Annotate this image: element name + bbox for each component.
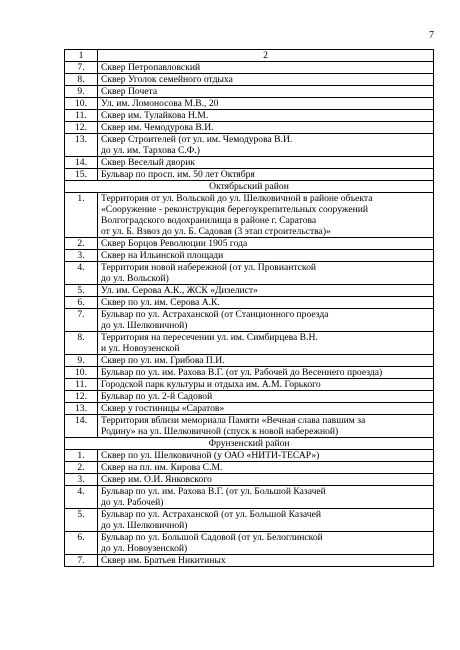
row-name: Сквер Борцов Революции 1905 года xyxy=(98,238,434,250)
row-number: 11. xyxy=(65,379,98,391)
row-number: 13. xyxy=(65,134,98,157)
row-number: 2. xyxy=(65,238,98,250)
row-number: 6. xyxy=(65,532,98,555)
table-row xyxy=(65,250,434,262)
row-number: 7. xyxy=(65,309,98,332)
row-name: Ул. им. Серова А.К., ЖСК «Дизелист» xyxy=(98,285,434,297)
table-row xyxy=(65,86,434,98)
table-row xyxy=(65,157,434,169)
row-name: Сквер Уголок семейного отдыха xyxy=(98,74,434,86)
row-name: Сквер по ул. им. Грибова П.И. xyxy=(98,355,434,367)
table-row xyxy=(65,532,434,555)
table-row xyxy=(65,238,434,250)
row-name: Бульвар по ул. Астраханской (от Станционного проезда до ул. Шелковичной) xyxy=(98,309,434,332)
row-number: 3. xyxy=(65,474,98,486)
row-name: Сквер по ул. им. Серова А.К. xyxy=(98,297,434,309)
row-number: 14. xyxy=(65,157,98,169)
row-number: 7. xyxy=(65,62,98,74)
table-row xyxy=(65,450,434,462)
row-number: 9. xyxy=(65,86,98,98)
row-name: Сквер на Ильинской площади xyxy=(98,250,434,262)
table-row xyxy=(65,262,434,285)
table-row xyxy=(65,285,434,297)
table-row xyxy=(65,74,434,86)
row-name: Ул. им. Ломоносова М.В., 20 xyxy=(98,98,434,110)
section-row xyxy=(65,181,434,193)
row-name: Территория от ул. Вольской до ул. Шелковичной в районе объекта «Сооружение - реконструкция берегоукрепительных сооружений Волгоградского водохранилища в районе г. Саратова от ул. Б. Взвоз до ул. Б. Садовая (3 этап строительства)» xyxy=(98,193,434,238)
row-number: 4. xyxy=(65,262,98,285)
row-name: Бульвар по ул. Астраханской (от ул. Большой Казачей до ул. Шелковичной) xyxy=(98,509,434,532)
table-row xyxy=(65,474,434,486)
row-name: Территория новой набережной (от ул. Провиантской до ул. Вольской) xyxy=(98,262,434,285)
row-name: Бульвар по ул. им. Рахова В.Г. (от ул. Рабочей до Весеннего проезда) xyxy=(98,367,434,379)
table-row xyxy=(65,332,434,355)
table-row xyxy=(65,509,434,532)
row-number: 10. xyxy=(65,98,98,110)
row-name: Сквер им. О.И. Янковского xyxy=(98,474,434,486)
row-name: Сквер на пл. им. Кирова С.М. xyxy=(98,462,434,474)
row-number: 11. xyxy=(65,110,98,122)
row-name: Сквер им. Братьев Никитиных xyxy=(98,555,434,567)
row-number: 14. xyxy=(65,415,98,438)
section-title: Октябрьский район xyxy=(65,181,434,193)
row-number: 15. xyxy=(65,169,98,181)
header-col-name: 2 xyxy=(98,50,434,62)
row-number: 3. xyxy=(65,250,98,262)
row-name: Сквер Строителей (от ул. им. Чемодурова В.И. до ул. им. Тархова С.Ф.) xyxy=(98,134,434,157)
row-name: Территория вблизи мемориала Памяти «Вечная слава павшим за Родину» на ул. Шелковичной (спуск к новой набережной) xyxy=(98,415,434,438)
row-name: Сквер Веселый дворик xyxy=(98,157,434,169)
row-name: Городской парк культуры и отдыха им. А.М. Горького xyxy=(98,379,434,391)
table-row xyxy=(65,309,434,332)
row-number: 6. xyxy=(65,297,98,309)
row-name: Территория на пересечении ул. им. Симбирцева В.Н. и ул. Новоузенской xyxy=(98,332,434,355)
row-name: Сквер по ул. Шелковичной (у ОАО «НИТИ-ТЕСАР») xyxy=(98,450,434,462)
parks-table xyxy=(64,49,434,567)
row-number: 12. xyxy=(65,391,98,403)
row-number: 1. xyxy=(65,450,98,462)
table-row xyxy=(65,297,434,309)
row-name: Сквер у гостиницы «Саратов» xyxy=(98,403,434,415)
row-number: 2. xyxy=(65,462,98,474)
row-name: Сквер им. Чемодурова В.И. xyxy=(98,122,434,134)
row-name: Бульвар по ул. Большой Садовой (от ул. Белоглинской до ул. Новоузенской) xyxy=(98,532,434,555)
table-row xyxy=(65,355,434,367)
row-number: 12. xyxy=(65,122,98,134)
page-number: 7 xyxy=(429,30,434,41)
table-row xyxy=(65,555,434,567)
row-number: 10. xyxy=(65,367,98,379)
section-title: Фрунзенский район xyxy=(65,438,434,450)
table-row xyxy=(65,486,434,509)
row-number: 8. xyxy=(65,332,98,355)
row-number: 8. xyxy=(65,74,98,86)
row-name: Бульвар по ул. 2-й Садовой xyxy=(98,391,434,403)
row-name: Сквер Петропавловский xyxy=(98,62,434,74)
row-name: Сквер Почета xyxy=(98,86,434,98)
table-row xyxy=(65,62,434,74)
table-row xyxy=(65,379,434,391)
table-row xyxy=(65,122,434,134)
table-row xyxy=(65,403,434,415)
table-row xyxy=(65,415,434,438)
row-number: 4. xyxy=(65,486,98,509)
table-row xyxy=(65,462,434,474)
table-row xyxy=(65,98,434,110)
row-number: 5. xyxy=(65,509,98,532)
row-name: Бульвар по ул. им. Рахова В.Г. (от ул. Большой Казачей до ул. Рабочей) xyxy=(98,486,434,509)
row-number: 9. xyxy=(65,355,98,367)
table-row xyxy=(65,367,434,379)
table-row xyxy=(65,193,434,238)
table-row xyxy=(65,169,434,181)
row-number: 13. xyxy=(65,403,98,415)
table-body xyxy=(65,50,434,567)
row-name: Бульвар по просп. им. 50 лет Октября xyxy=(98,169,434,181)
row-number: 5. xyxy=(65,285,98,297)
table-row xyxy=(65,110,434,122)
section-row xyxy=(65,438,434,450)
table-row xyxy=(65,134,434,157)
table-header-row xyxy=(65,50,434,62)
row-name: Сквер им. Тулайкова Н.М. xyxy=(98,110,434,122)
row-number: 7. xyxy=(65,555,98,567)
table-row xyxy=(65,391,434,403)
row-number: 1. xyxy=(65,193,98,238)
header-col-number: 1 xyxy=(65,50,98,62)
